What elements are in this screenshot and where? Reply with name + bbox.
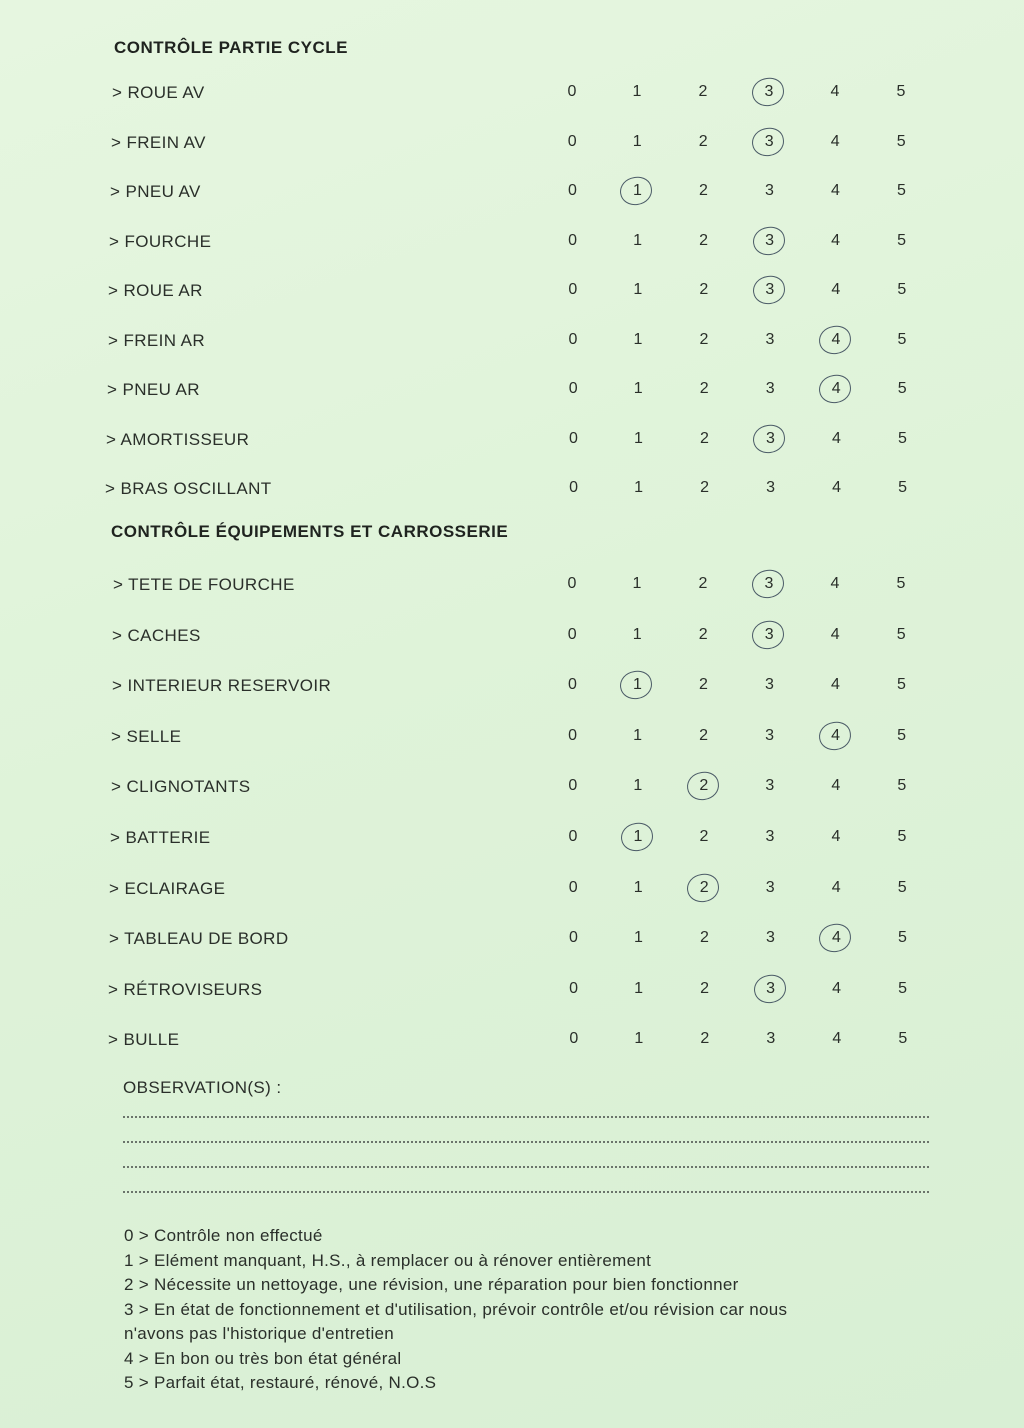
rating-option-1[interactable]: 1 [633,331,643,348]
rating-option-0[interactable]: 0 [567,575,577,592]
rating-option-2[interactable]: 2 [700,980,710,997]
equipment-row [0,929,1024,959]
rating-option-0[interactable]: 0 [568,232,578,249]
rating-option-0[interactable]: 0 [567,182,577,199]
rating-option-3[interactable]: 3 [764,575,774,592]
rating-option-1[interactable]: 1 [634,1030,644,1047]
rating-option-4[interactable]: 4 [830,182,840,199]
rating-option-5[interactable]: 5 [897,929,907,946]
rating-option-5[interactable]: 5 [898,1030,908,1047]
rating-option-1[interactable]: 1 [632,575,642,592]
rating-option-5[interactable]: 5 [897,380,907,397]
rating-option-5[interactable]: 5 [897,430,907,447]
rating-option-4[interactable]: 4 [832,479,842,496]
rating-option-4[interactable]: 4 [831,281,841,298]
rating-option-0[interactable]: 0 [568,828,578,845]
rating-option-0[interactable]: 0 [568,777,578,794]
rating-option-2[interactable]: 2 [698,626,708,643]
selected-rating-circle [818,922,854,954]
legend-item: n'avons pas l'historique d'entretien [124,1324,395,1343]
rating-option-1[interactable]: 1 [633,281,643,298]
rating-option-3[interactable]: 3 [765,281,775,298]
rating-option-4[interactable]: 4 [831,331,841,348]
rating-option-4[interactable]: 4 [831,232,841,249]
rating-option-1[interactable]: 1 [632,133,642,150]
cycle-row [0,430,1024,460]
rating-option-5[interactable]: 5 [897,331,907,348]
rating-option-4[interactable]: 4 [832,980,842,997]
rating-option-4[interactable]: 4 [831,929,841,946]
rating-option-2[interactable]: 2 [698,182,708,199]
cycle-row [0,182,1024,212]
rating-option-2[interactable]: 2 [699,879,709,896]
rating-option-4[interactable]: 4 [831,430,841,447]
rating-option-1[interactable]: 1 [633,777,643,794]
rating-option-4[interactable]: 4 [830,626,840,643]
equipment-row [0,575,1024,605]
rating-option-0[interactable]: 0 [568,281,578,298]
selected-rating-circle [750,126,786,158]
observation-line[interactable] [123,1141,929,1143]
rating-option-1[interactable]: 1 [633,430,643,447]
rating-option-3[interactable]: 3 [765,828,775,845]
equipment-row [0,980,1024,1010]
rating-option-0[interactable]: 0 [567,133,577,150]
rating-option-3[interactable]: 3 [764,626,774,643]
rating-option-2[interactable]: 2 [700,479,710,496]
selected-rating-circle [750,568,786,600]
cycle-item-label: > FREIN AV [111,133,206,152]
rating-option-4[interactable]: 4 [832,1030,842,1047]
selected-rating-circle [619,821,655,853]
equipment-row [0,879,1024,909]
rating-option-1[interactable]: 1 [632,676,642,693]
observations-label: OBSERVATION(S) : [123,1078,282,1097]
rating-option-5[interactable]: 5 [896,83,906,100]
cycle-row [0,331,1024,361]
rating-option-1[interactable]: 1 [633,232,643,249]
rating-option-4[interactable]: 4 [831,828,841,845]
equipment-row [0,1030,1024,1060]
cycle-item-label: > ROUE AV [112,83,205,102]
rating-option-0[interactable]: 0 [568,929,578,946]
equipment-row [0,727,1024,757]
rating-option-3[interactable]: 3 [764,83,774,100]
rating-option-3[interactable]: 3 [765,232,775,249]
selected-rating-circle [750,619,786,651]
cycle-item-label: > FREIN AR [108,331,206,350]
selected-rating-circle [685,770,721,802]
rating-option-1[interactable]: 1 [633,879,643,896]
legend-item: 0 > Contrôle non effectué [124,1226,323,1245]
rating-option-5[interactable]: 5 [897,232,907,249]
rating-option-3[interactable]: 3 [765,929,775,946]
selected-rating-circle [817,373,853,405]
rating-option-0[interactable]: 0 [568,430,578,447]
rating-option-4[interactable]: 4 [831,879,841,896]
rating-option-0[interactable]: 0 [569,980,579,997]
cycle-item-label: > ROUE AR [108,281,203,300]
observation-line[interactable] [123,1191,929,1193]
rating-option-2[interactable]: 2 [698,133,708,150]
rating-option-5[interactable]: 5 [898,980,908,997]
rating-option-5[interactable]: 5 [896,133,906,150]
rating-option-2[interactable]: 2 [699,828,709,845]
rating-option-3[interactable]: 3 [765,879,775,896]
equipment-row [0,626,1024,656]
cycle-item-label: > PNEU AV [110,182,201,201]
rating-option-1[interactable]: 1 [633,380,643,397]
rating-option-0[interactable]: 0 [567,83,577,100]
rating-option-4[interactable]: 4 [831,380,841,397]
rating-option-2[interactable]: 2 [698,83,708,100]
selected-rating-circle [751,225,787,257]
rating-option-2[interactable]: 2 [699,331,709,348]
legend-item: 2 > Nécessite un nettoyage, une révision, une réparation pour bien fonctionner [124,1275,739,1294]
selected-rating-circle [619,175,655,207]
legend-item: 3 > En état de fonctionnement et d'utilisation, prévoir contrôle et/ou révision car nous [124,1299,788,1319]
cycle-item-label: > AMORTISSEUR [106,430,250,449]
rating-option-2[interactable]: 2 [699,281,709,298]
rating-option-5[interactable]: 5 [897,727,907,744]
rating-option-5[interactable]: 5 [896,575,906,592]
legend-item: 1 > Elément manquant, H.S., à remplacer ou à rénover entièrement [124,1250,652,1270]
rating-option-4[interactable]: 4 [830,676,840,693]
equipment-item-label: > TABLEAU DE BORD [109,929,289,948]
rating-option-4[interactable]: 4 [831,727,841,744]
rating-option-5[interactable]: 5 [897,828,907,845]
cycle-row [0,479,1024,509]
cycle-row [0,133,1024,163]
rating-option-3[interactable]: 3 [765,380,775,397]
rating-option-0[interactable]: 0 [569,1030,579,1047]
rating-option-3[interactable]: 3 [765,331,775,348]
cycle-row [0,380,1024,410]
rating-option-2[interactable]: 2 [699,929,709,946]
selected-rating-circle [817,720,853,752]
rating-option-2[interactable]: 2 [699,380,709,397]
rating-option-1[interactable]: 1 [633,929,643,946]
equipment-item-label: > BATTERIE [110,828,211,847]
selected-rating-circle [751,274,787,306]
rating-option-0[interactable]: 0 [569,479,579,496]
rating-option-0[interactable]: 0 [568,380,578,397]
rating-option-1[interactable]: 1 [632,626,642,643]
rating-option-3[interactable]: 3 [766,980,776,997]
cycle-row [0,232,1024,262]
equipment-item-label: > CLIGNOTANTS [111,777,251,796]
cycle-row [0,83,1024,113]
selected-rating-circle [752,423,788,455]
selected-rating-circle [619,669,655,701]
rating-option-5[interactable]: 5 [896,676,906,693]
rating-option-1[interactable]: 1 [634,980,644,997]
rating-option-3[interactable]: 3 [765,727,775,744]
selected-rating-circle [685,872,721,904]
equipment-item-label: > RÉTROVISEURS [108,980,263,999]
rating-option-4[interactable]: 4 [831,777,841,794]
rating-option-3[interactable]: 3 [766,479,776,496]
rating-option-2[interactable]: 2 [699,430,709,447]
cycle-item-label: > PNEU AR [107,380,200,399]
rating-legend [124,1224,924,1396]
observation-line[interactable] [123,1166,929,1168]
rating-option-3[interactable]: 3 [764,133,774,150]
rating-option-2[interactable]: 2 [698,676,708,693]
cycle-item-label: > BRAS OSCILLANT [105,479,272,498]
equipment-item-label: > BULLE [108,1030,180,1049]
cycle-item-label: > FOURCHE [109,232,212,251]
rating-option-5[interactable]: 5 [897,281,907,298]
rating-option-2[interactable]: 2 [700,1030,710,1047]
selected-rating-circle [817,324,853,356]
rating-option-2[interactable]: 2 [699,232,709,249]
rating-option-5[interactable]: 5 [897,777,907,794]
rating-option-5[interactable]: 5 [896,182,906,199]
rating-option-1[interactable]: 1 [633,727,643,744]
rating-option-0[interactable]: 0 [568,331,578,348]
equipment-item-label: > ECLAIRAGE [109,879,226,898]
rating-option-4[interactable]: 4 [830,133,840,150]
section-title-equipment: CONTRÔLE ÉQUIPEMENTS ET CARROSSERIE [111,522,509,541]
rating-option-2[interactable]: 2 [699,727,709,744]
rating-option-3[interactable]: 3 [766,1030,776,1047]
selected-rating-circle [752,973,788,1005]
rating-option-4[interactable]: 4 [830,575,840,592]
rating-option-0[interactable]: 0 [567,676,577,693]
rating-option-0[interactable]: 0 [568,727,578,744]
rating-option-2[interactable]: 2 [699,777,709,794]
rating-option-5[interactable]: 5 [896,626,906,643]
section-title-cycle: CONTRÔLE PARTIE CYCLE [114,38,349,57]
rating-option-3[interactable]: 3 [764,182,774,199]
rating-option-5[interactable]: 5 [897,879,907,896]
selected-rating-circle [750,76,786,108]
legend-item: 4 > En bon ou très bon état général [124,1348,402,1368]
rating-option-3[interactable]: 3 [764,676,774,693]
rating-option-3[interactable]: 3 [765,777,775,794]
rating-option-0[interactable]: 0 [567,626,577,643]
rating-option-3[interactable]: 3 [765,430,775,447]
rating-option-2[interactable]: 2 [698,575,708,592]
rating-option-4[interactable]: 4 [830,83,840,100]
cycle-row [0,281,1024,311]
equipment-row [0,828,1024,858]
observation-line[interactable] [123,1116,929,1118]
rating-option-0[interactable]: 0 [568,879,578,896]
legend-item: 5 > Parfait état, restauré, rénové, N.O.S [124,1373,437,1392]
equipment-item-label: > INTERIEUR RESERVOIR [112,676,332,695]
rating-option-5[interactable]: 5 [898,479,908,496]
rating-option-1[interactable]: 1 [634,479,644,496]
equipment-row [0,676,1024,706]
equipment-item-label: > SELLE [111,727,182,746]
rating-option-1[interactable]: 1 [632,83,642,100]
equipment-row [0,777,1024,807]
equipment-item-label: > TETE DE FOURCHE [113,575,295,594]
equipment-item-label: > CACHES [112,626,201,645]
rating-option-1[interactable]: 1 [633,828,643,845]
rating-option-1[interactable]: 1 [632,182,642,199]
